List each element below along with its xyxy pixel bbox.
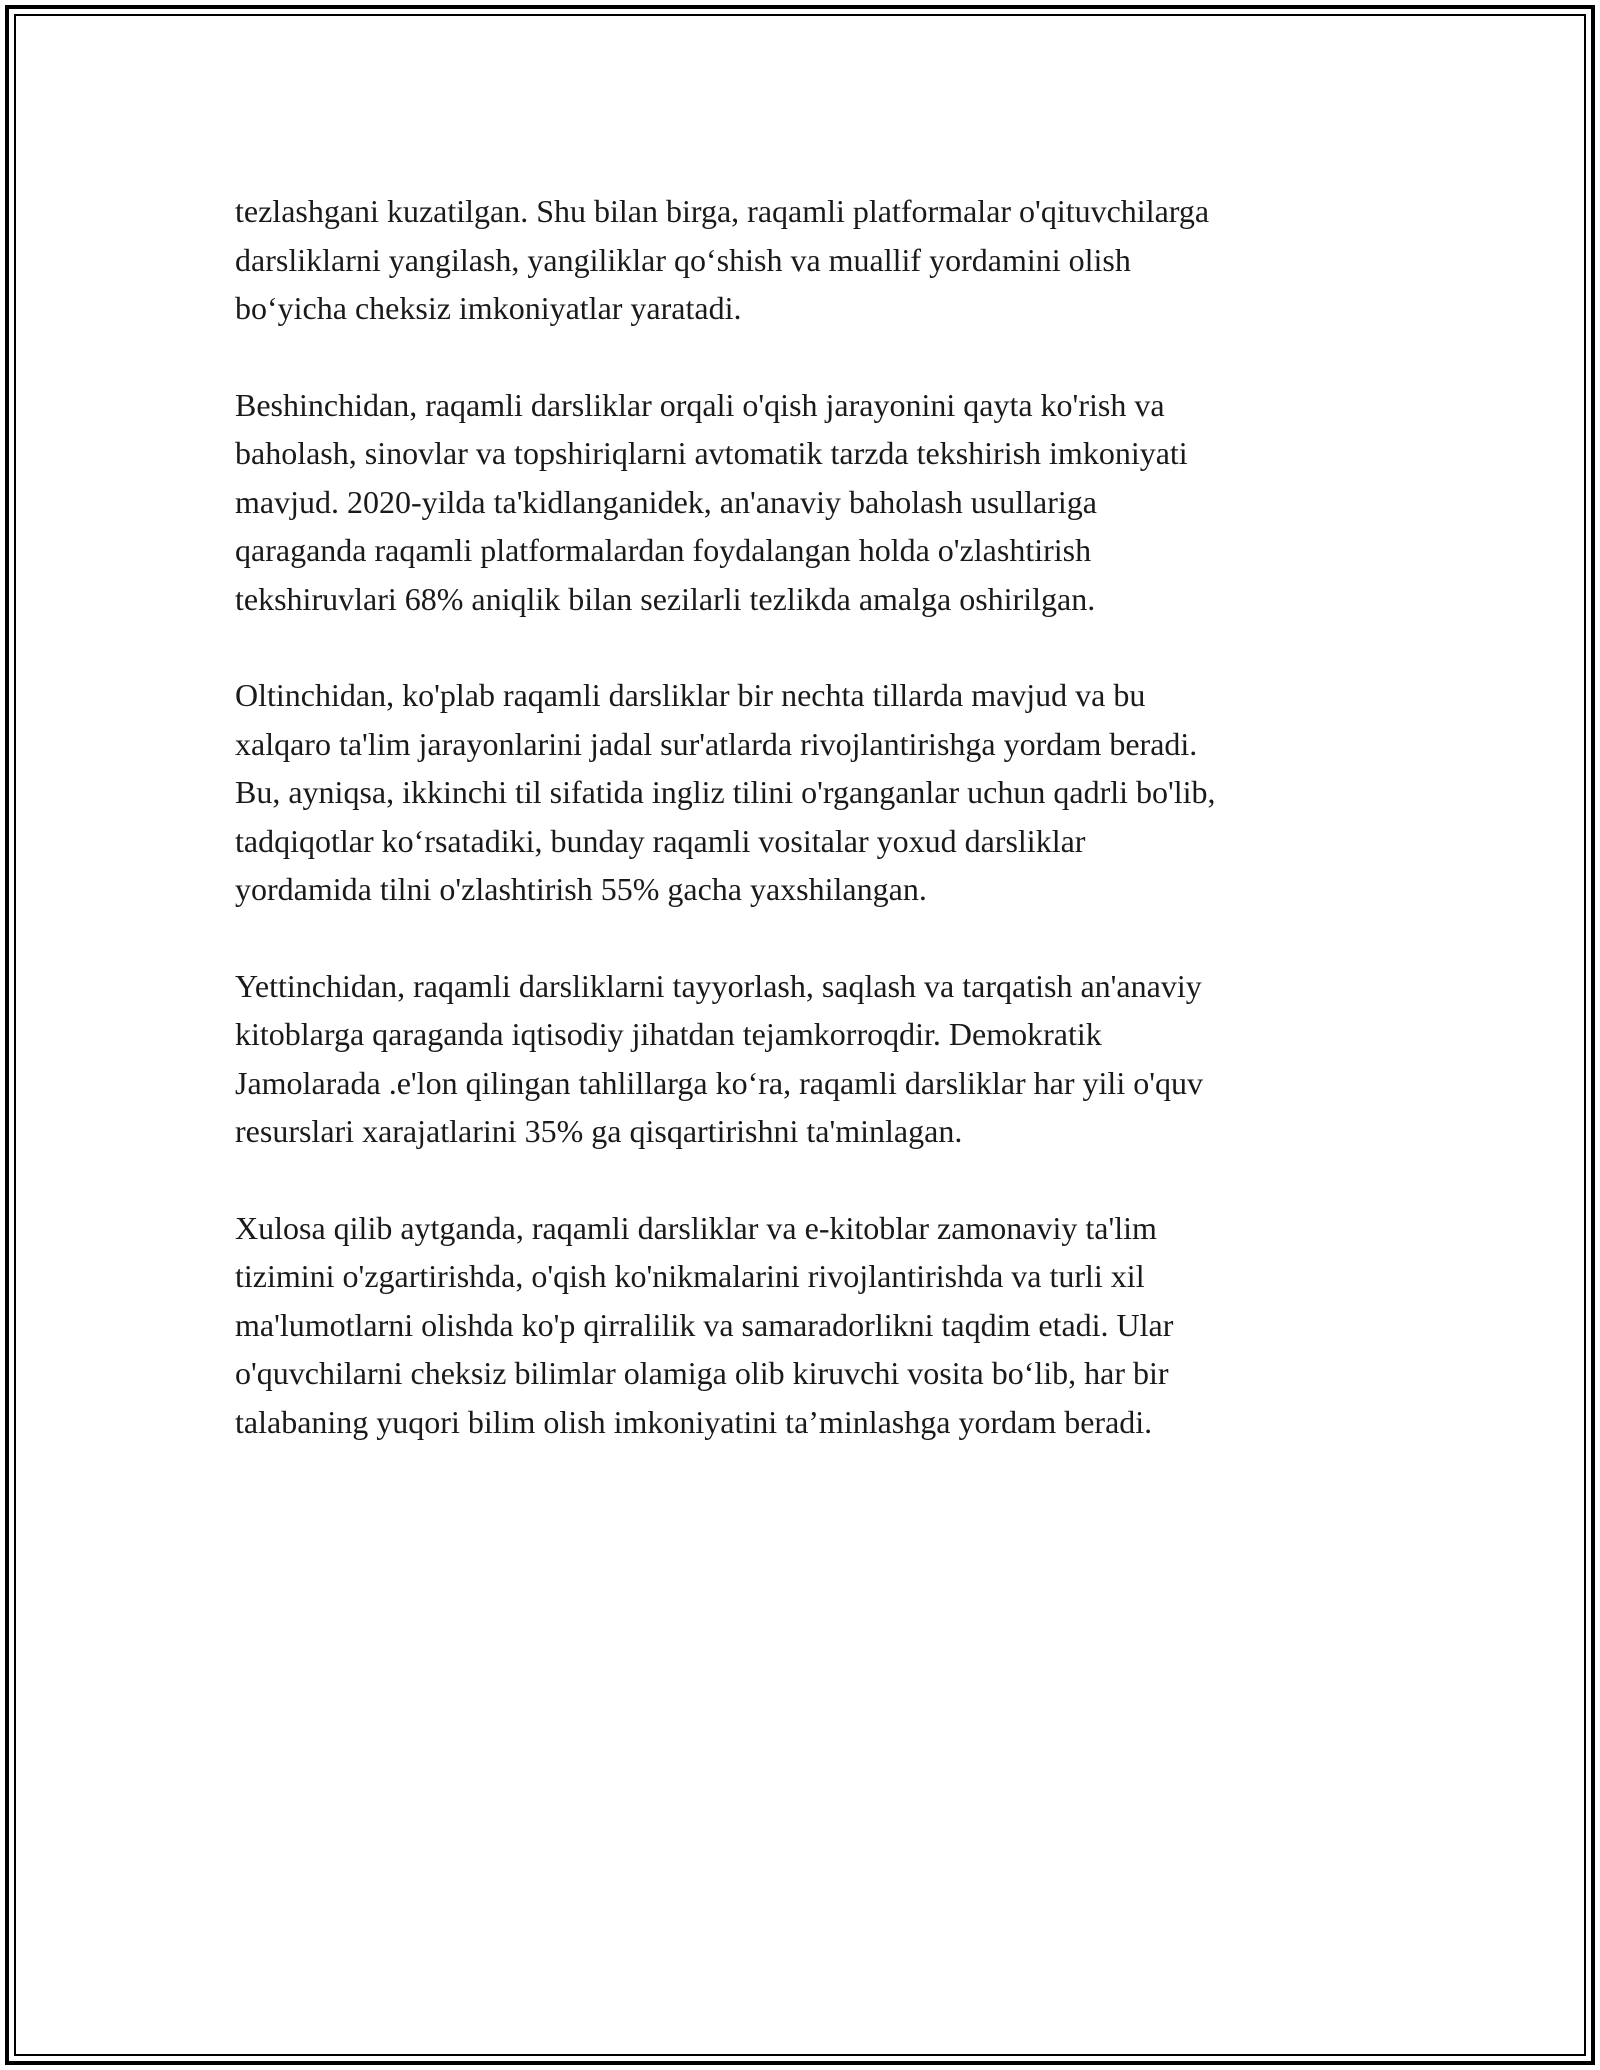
- text-line: tadqiqotlar ko‘rsatadiki, bunday raqamli vositalar yoxud darsliklar: [235, 822, 1086, 859]
- text-line: ma'lumotlarni olishda ko'p qirralilik va samaradorlikni taqdim etadi. Ular: [235, 1306, 1174, 1343]
- document-body: [235, 187, 1365, 1494]
- text-line: mavjud. 2020-yilda ta'kidlanganidek, an'anaviy baholash usullariga: [235, 483, 1097, 520]
- text-line: Jamolarada .e'lon qilingan tahlillarga ko‘ra, raqamli darsliklar har yili o'quv: [235, 1064, 1203, 1101]
- text-line: tezlashgani kuzatilgan. Shu bilan birga, raqamli platformalar o'qituvchilarga: [235, 193, 1210, 229]
- text-line: kitoblarga qaraganda iqtisodiy jihatdan tejamkorroqdir. Demokratik: [235, 1016, 1102, 1052]
- text-line: o'quvchilarni cheksiz bilimlar olamiga olib kiruvchi vosita bo‘lib, har bir: [235, 1355, 1169, 1391]
- paragraph-1: [235, 187, 1365, 333]
- text-line: talabaning yuqori bilim olish imkoniyatini ta’minlashga yordam beradi.: [235, 1403, 1153, 1440]
- paragraph-3: [235, 671, 1365, 914]
- text-line: resurslari xarajatlarini 35% ga qisqartirishni ta'minlagan.: [235, 1113, 963, 1149]
- text-line: tizimini o'zgartirishda, o'qish ko'nikmalarini rivojlantirishda va turli xil: [235, 1258, 1145, 1294]
- text-line: tekshiruvlari 68% aniqlik bilan sezilarli tezlikda amalga oshirilgan.: [235, 580, 1096, 617]
- text-line: Yettinchidan, raqamli darsliklarni tayyorlash, saqlash va tarqatish an'anaviy: [235, 967, 1202, 1004]
- text-line: qaraganda raqamli platformalardan foydalangan holda o'zlashtirish: [235, 532, 1092, 568]
- text-line: yordamida tilni o'zlashtirish 55% gacha yaxshilangan.: [235, 871, 927, 907]
- text-line: Oltinchidan, ko'plab raqamli darsliklar bir nechta tillarda mavjud va bu: [235, 677, 1146, 713]
- text-line: Bu, ayniqsa, ikkinchi til sifatida ingliz tilini o'rganganlar uchun qadrli bo'lib,: [235, 774, 1216, 810]
- text-line: darsliklarni yangilash, yangiliklar qo‘shish va muallif yordamini olish: [235, 241, 1131, 278]
- paragraph-2: [235, 381, 1365, 624]
- text-line: xalqaro ta'lim jarayonlarini jadal sur'atlarda rivojlantirishga yordam beradi.: [235, 725, 1198, 762]
- text-line: baholash, sinovlar va topshiriqlarni avtomatik tarzda tekshirish imkoniyati: [235, 435, 1188, 471]
- paragraph-5: [235, 1204, 1365, 1447]
- paragraph-4: [235, 962, 1365, 1156]
- text-line: Beshinchidan, raqamli darsliklar orqali o'qish jarayonini qayta ko'rish va: [235, 386, 1165, 423]
- text-line: bo‘yicha cheksiz imkoniyatlar yaratadi.: [235, 290, 742, 326]
- text-line: Xulosa qilib aytganda, raqamli darsliklar va e-kitoblar zamonaviy ta'lim: [235, 1209, 1157, 1246]
